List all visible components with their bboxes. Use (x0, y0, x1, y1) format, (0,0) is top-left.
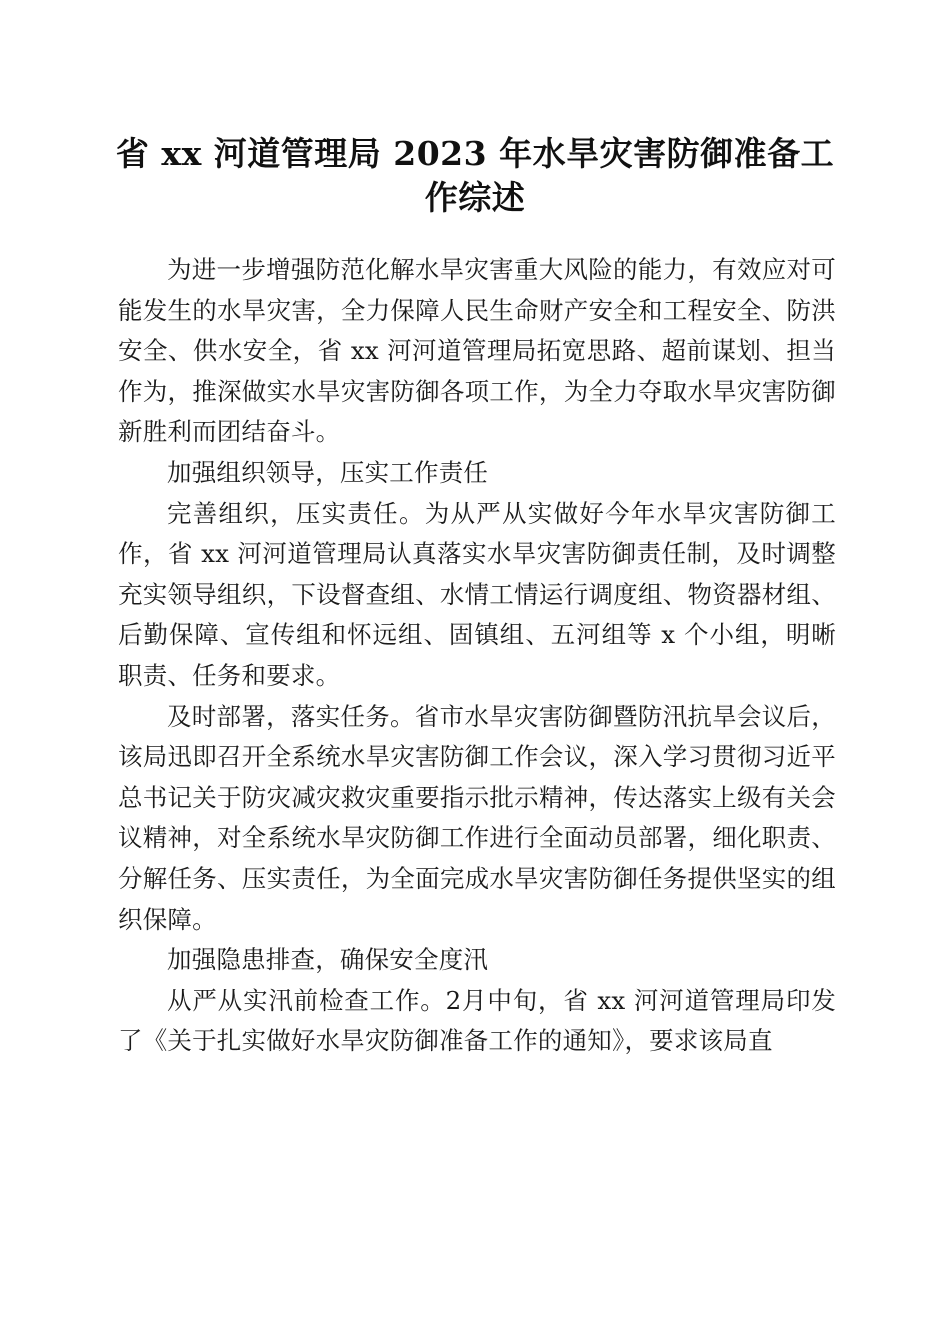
section-heading: 加强组织领导，压实工作责任 (167, 457, 489, 487)
body-paragraph: 及时部署，落实任务。省市水旱灾害防御暨防汛抗旱会议后，该局迅即召开全系统水旱灾害防御工作会议，深入学习贯彻习近平总书记关于防灾减灾救灾重要指示批示精神，传达落实上级有关会议精神，对全系统水旱灾防御工作进行全面动员部署，细化职责、分解任务、压实责任，为全面完成水旱灾害防御任务提供坚实的组织保障。 (118, 701, 836, 934)
document-title: 省 xx 河道管理局 2023 年水旱灾害防御准备工作综述 (115, 134, 835, 217)
intro-paragraph: 为进一步增强防范化解水旱灾害重大风险的能力，有效应对可能发生的水旱灾害，全力保障人民生命财产安全和工程安全、防洪安全、供水安全，省 xx 河河道管理局拓宽思路、超前谋划、担当作为，推深做实水旱灾害防御各项工作，为全力夺取水旱灾害防御新胜利而团结奋斗。 (118, 255, 836, 447)
body-paragraph: 完善组织，压实责任。为从严从实做好今年水旱灾害防御工作，省 xx 河河道管理局认真落实水旱灾害防御责任制，及时调整充实领导组织，下设督查组、水情工情运行调度组、物资器材组、后勤保障、宣传组和怀远组、固镇组、五河组等 x 个小组，明晰职责、任务和要求。 (118, 498, 836, 690)
body-paragraph: 从严从实汛前检查工作。2月中旬，省 xx 河河道管理局印发了《关于扎实做好水旱灾防御准备工作的通知》，要求该局直 (118, 985, 836, 1056)
document-body (118, 250, 836, 1062)
section-heading: 加强隐患排查，确保安全度汛 (167, 945, 489, 975)
